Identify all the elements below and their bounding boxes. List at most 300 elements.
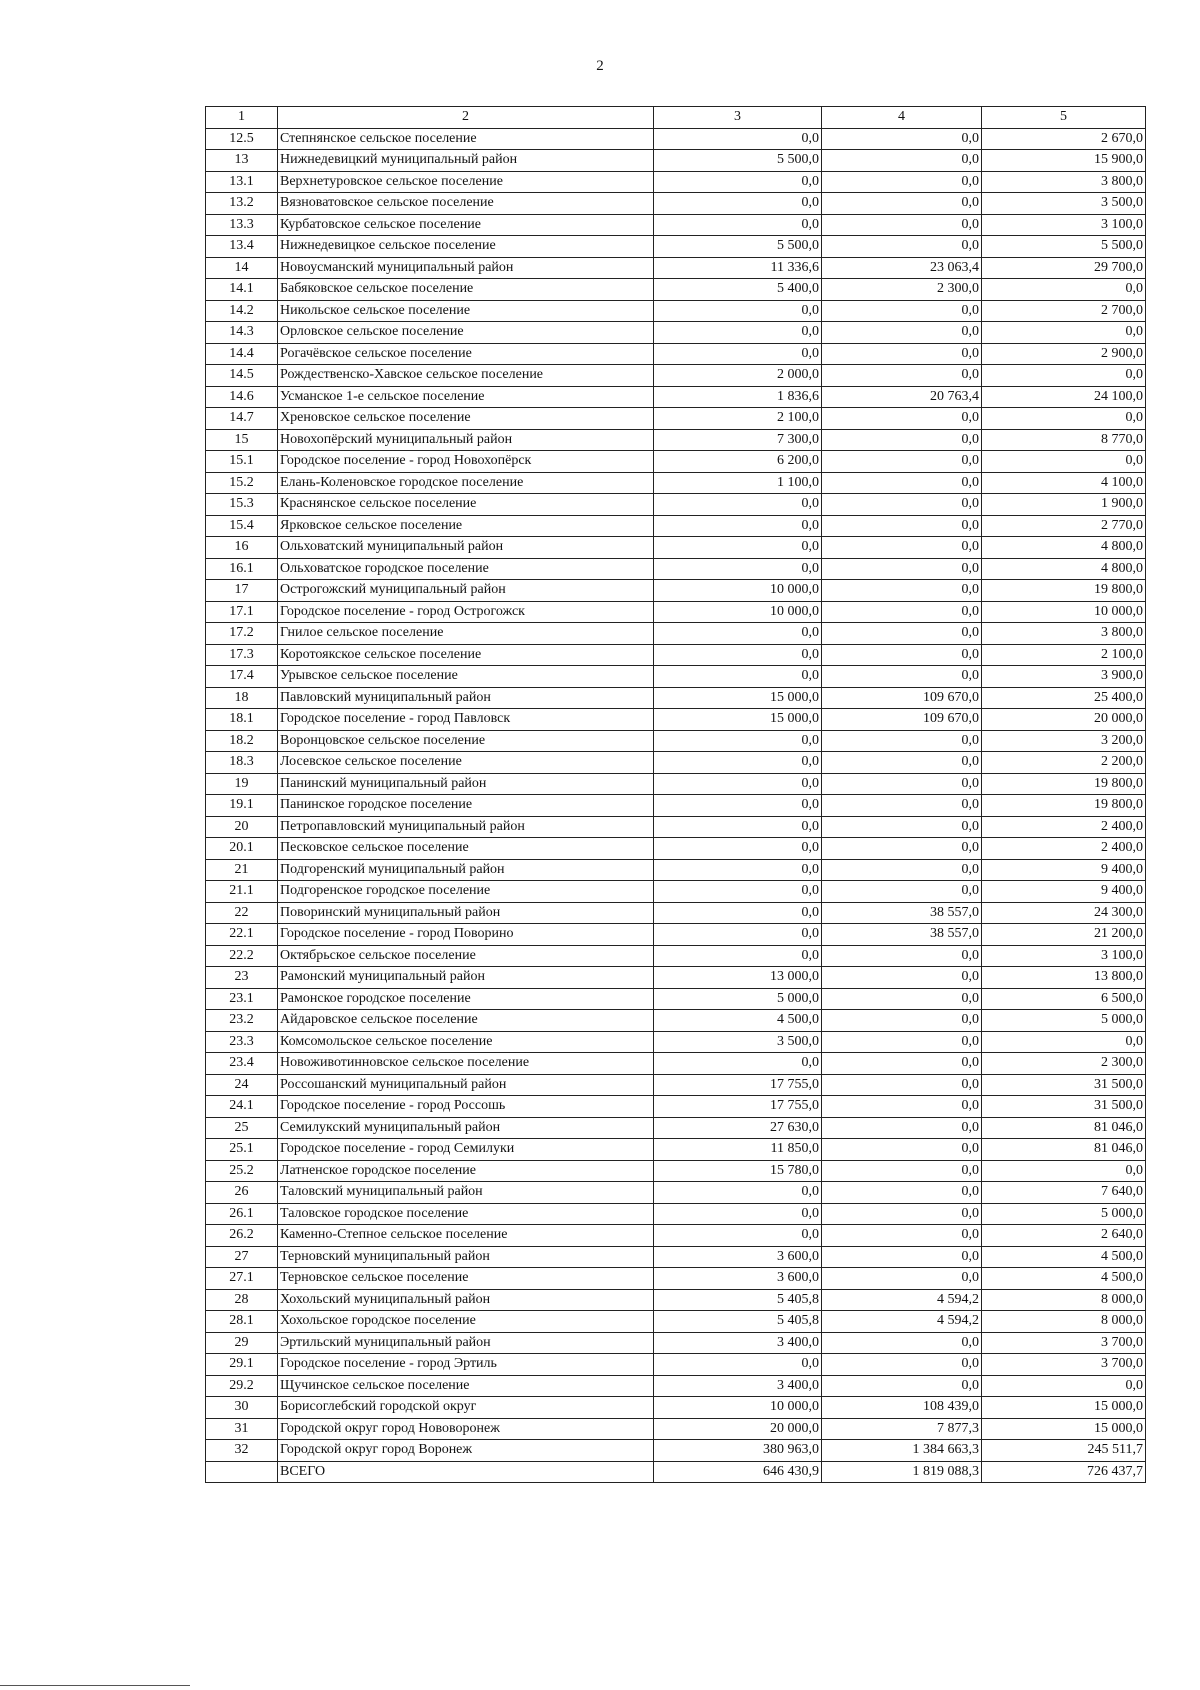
row-value-col5: 8 000,0 (982, 1289, 1146, 1311)
table-row (206, 1117, 1146, 1139)
row-number: 27.1 (206, 1268, 278, 1290)
table-row (206, 279, 1146, 301)
row-number: 19 (206, 773, 278, 795)
row-value-col3: 0,0 (654, 1225, 822, 1247)
row-value-col3: 0,0 (654, 128, 822, 150)
table-row (206, 859, 1146, 881)
row-name: Рамонский муниципальный район (278, 967, 654, 989)
row-value-col5: 2 640,0 (982, 1225, 1146, 1247)
row-number: 26.2 (206, 1225, 278, 1247)
row-value-col3: 0,0 (654, 816, 822, 838)
row-value-col3: 5 000,0 (654, 988, 822, 1010)
row-value-col5: 2 200,0 (982, 752, 1146, 774)
row-name: Новохопёрский муниципальный район (278, 429, 654, 451)
row-value-col4: 0,0 (822, 1246, 982, 1268)
table-row (206, 451, 1146, 473)
header-row (206, 107, 1146, 129)
table-row (206, 924, 1146, 946)
table-row (206, 558, 1146, 580)
table-row (206, 1418, 1146, 1440)
row-value-col3: 3 600,0 (654, 1246, 822, 1268)
row-value-col3: 5 405,8 (654, 1289, 822, 1311)
row-value-col5: 7 640,0 (982, 1182, 1146, 1204)
row-number: 24.1 (206, 1096, 278, 1118)
row-value-col5: 10 000,0 (982, 601, 1146, 623)
table-row (206, 1311, 1146, 1333)
row-value-col3: 2 100,0 (654, 408, 822, 430)
row-value-col5: 3 700,0 (982, 1332, 1146, 1354)
row-value-col4: 4 594,2 (822, 1311, 982, 1333)
row-name: Семилукский муниципальный район (278, 1117, 654, 1139)
row-name: Ярковское сельское поселение (278, 515, 654, 537)
row-value-col3: 0,0 (654, 1354, 822, 1376)
row-value-col4: 0,0 (822, 988, 982, 1010)
row-number: 23.2 (206, 1010, 278, 1032)
row-value-col3: 0,0 (654, 666, 822, 688)
row-number: 17.1 (206, 601, 278, 623)
row-value-col3: 20 000,0 (654, 1418, 822, 1440)
row-value-col4: 0,0 (822, 365, 982, 387)
row-name: Краснянское сельское поселение (278, 494, 654, 516)
row-value-col3: 10 000,0 (654, 1397, 822, 1419)
row-value-col5: 4 100,0 (982, 472, 1146, 494)
row-name: Городское поселение - город Семилуки (278, 1139, 654, 1161)
row-name: Павловский муниципальный район (278, 687, 654, 709)
row-number: 25.1 (206, 1139, 278, 1161)
row-name: Городское поселение - город Новохопёрск (278, 451, 654, 473)
row-value-col5: 20 000,0 (982, 709, 1146, 731)
table-row (206, 1053, 1146, 1075)
row-value-col4: 0,0 (822, 558, 982, 580)
row-value-col5: 726 437,7 (982, 1461, 1146, 1483)
row-number: 16 (206, 537, 278, 559)
row-number: 20 (206, 816, 278, 838)
row-number: 25.2 (206, 1160, 278, 1182)
table-row (206, 644, 1146, 666)
row-value-col5: 5 500,0 (982, 236, 1146, 258)
table-row (206, 214, 1146, 236)
table-row (206, 494, 1146, 516)
row-name: Коротоякское сельское поселение (278, 644, 654, 666)
table-row (206, 623, 1146, 645)
row-value-col5: 0,0 (982, 365, 1146, 387)
row-value-col3: 2 000,0 (654, 365, 822, 387)
row-value-col4: 20 763,4 (822, 386, 982, 408)
row-number: 15.4 (206, 515, 278, 537)
row-value-col5: 1 900,0 (982, 494, 1146, 516)
row-number: 19.1 (206, 795, 278, 817)
table-row (206, 193, 1146, 215)
row-name: Городское поселение - город Поворино (278, 924, 654, 946)
row-name: Хохольское городское поселение (278, 1311, 654, 1333)
row-value-col3: 0,0 (654, 924, 822, 946)
row-value-col3: 0,0 (654, 515, 822, 537)
row-value-col3: 3 500,0 (654, 1031, 822, 1053)
row-name: Вязноватовское сельское поселение (278, 193, 654, 215)
row-value-col4: 0,0 (822, 1203, 982, 1225)
row-name: Бабяковское сельское поселение (278, 279, 654, 301)
row-value-col3: 0,0 (654, 494, 822, 516)
row-value-col5: 3 100,0 (982, 214, 1146, 236)
row-value-col5: 3 800,0 (982, 623, 1146, 645)
row-value-col3: 0,0 (654, 171, 822, 193)
table-row (206, 816, 1146, 838)
row-number: 23.3 (206, 1031, 278, 1053)
table-body (206, 107, 1146, 1483)
row-value-col4: 0,0 (822, 429, 982, 451)
row-value-col3: 5 500,0 (654, 236, 822, 258)
row-value-col4: 0,0 (822, 236, 982, 258)
row-value-col5: 3 800,0 (982, 171, 1146, 193)
row-value-col4: 0,0 (822, 1268, 982, 1290)
table-row (206, 1160, 1146, 1182)
table-row (206, 795, 1146, 817)
row-value-col4: 23 063,4 (822, 257, 982, 279)
row-value-col5: 25 400,0 (982, 687, 1146, 709)
row-value-col5: 24 100,0 (982, 386, 1146, 408)
row-value-col3: 17 755,0 (654, 1096, 822, 1118)
row-value-col4: 0,0 (822, 515, 982, 537)
row-value-col5: 9 400,0 (982, 859, 1146, 881)
row-number: 14.2 (206, 300, 278, 322)
row-value-col3: 0,0 (654, 644, 822, 666)
row-value-col4: 0,0 (822, 300, 982, 322)
row-value-col3: 27 630,0 (654, 1117, 822, 1139)
row-number: 17 (206, 580, 278, 602)
row-value-col4: 0,0 (822, 623, 982, 645)
table-row (206, 1397, 1146, 1419)
row-number: 14.5 (206, 365, 278, 387)
row-value-col4: 0,0 (822, 193, 982, 215)
table-row (206, 343, 1146, 365)
row-value-col5: 0,0 (982, 322, 1146, 344)
row-value-col4: 0,0 (822, 644, 982, 666)
row-number: 24 (206, 1074, 278, 1096)
row-value-col5: 5 000,0 (982, 1010, 1146, 1032)
row-value-col5: 19 800,0 (982, 795, 1146, 817)
table-row (206, 408, 1146, 430)
row-value-col3: 0,0 (654, 795, 822, 817)
row-name: Терновское сельское поселение (278, 1268, 654, 1290)
table-row (206, 300, 1146, 322)
row-value-col3: 0,0 (654, 1053, 822, 1075)
row-number: 13 (206, 150, 278, 172)
row-value-col3: 0,0 (654, 752, 822, 774)
row-value-col4: 0,0 (822, 1117, 982, 1139)
row-value-col5: 2 400,0 (982, 816, 1146, 838)
row-value-col4: 0,0 (822, 730, 982, 752)
row-name: Городской округ город Нововоронеж (278, 1418, 654, 1440)
row-value-col3: 0,0 (654, 537, 822, 559)
row-value-col4: 0,0 (822, 150, 982, 172)
row-value-col4: 0,0 (822, 967, 982, 989)
column-header: 5 (982, 107, 1146, 129)
row-value-col5: 3 200,0 (982, 730, 1146, 752)
table-row (206, 838, 1146, 860)
row-name: Острогожский муниципальный район (278, 580, 654, 602)
row-name: Петропавловский муниципальный район (278, 816, 654, 838)
row-value-col5: 4 800,0 (982, 558, 1146, 580)
table-row (206, 1182, 1146, 1204)
row-value-col5: 0,0 (982, 279, 1146, 301)
row-value-col3: 0,0 (654, 881, 822, 903)
row-value-col5: 0,0 (982, 451, 1146, 473)
table-row (206, 601, 1146, 623)
row-name: Городское поселение - город Россошь (278, 1096, 654, 1118)
row-number: 14.6 (206, 386, 278, 408)
row-name: Хреновское сельское поселение (278, 408, 654, 430)
table-row (206, 515, 1146, 537)
row-value-col3: 0,0 (654, 730, 822, 752)
row-name: Айдаровское сельское поселение (278, 1010, 654, 1032)
row-value-col3: 15 780,0 (654, 1160, 822, 1182)
table-row (206, 730, 1146, 752)
row-number: 29.1 (206, 1354, 278, 1376)
table-row (206, 666, 1146, 688)
row-value-col3: 3 400,0 (654, 1332, 822, 1354)
row-name: Борисоглебский городской округ (278, 1397, 654, 1419)
table-row (206, 752, 1146, 774)
row-number: 15 (206, 429, 278, 451)
row-value-col4: 0,0 (822, 859, 982, 881)
row-value-col4: 0,0 (822, 1160, 982, 1182)
row-number: 18.1 (206, 709, 278, 731)
footer-rule (0, 1685, 190, 1686)
row-number: 15.1 (206, 451, 278, 473)
row-number: 17.4 (206, 666, 278, 688)
row-value-col3: 13 000,0 (654, 967, 822, 989)
column-header: 1 (206, 107, 278, 129)
table-row (206, 128, 1146, 150)
row-value-col5: 4 500,0 (982, 1246, 1146, 1268)
row-name: Усманское 1-е сельское поселение (278, 386, 654, 408)
table-row (206, 1139, 1146, 1161)
row-name: Комсомольское сельское поселение (278, 1031, 654, 1053)
row-value-col4: 0,0 (822, 494, 982, 516)
table-row (206, 967, 1146, 989)
row-number: 15.2 (206, 472, 278, 494)
table-row (206, 365, 1146, 387)
row-number: 14.1 (206, 279, 278, 301)
column-header: 2 (278, 107, 654, 129)
row-name: Курбатовское сельское поселение (278, 214, 654, 236)
table-row (206, 429, 1146, 451)
row-value-col3: 0,0 (654, 214, 822, 236)
row-name: Городское поселение - город Павловск (278, 709, 654, 731)
row-value-col4: 0,0 (822, 1182, 982, 1204)
row-value-col3: 3 400,0 (654, 1375, 822, 1397)
table-row (206, 709, 1146, 731)
row-number: 30 (206, 1397, 278, 1419)
row-number: 14.4 (206, 343, 278, 365)
row-number: 15.3 (206, 494, 278, 516)
row-number: 22.1 (206, 924, 278, 946)
row-value-col5: 5 000,0 (982, 1203, 1146, 1225)
row-value-col4: 0,0 (822, 322, 982, 344)
row-value-col3: 3 600,0 (654, 1268, 822, 1290)
row-value-col5: 8 000,0 (982, 1311, 1146, 1333)
table-row (206, 1332, 1146, 1354)
row-value-col5: 81 046,0 (982, 1117, 1146, 1139)
row-value-col4: 0,0 (822, 580, 982, 602)
table-row (206, 472, 1146, 494)
row-name: Поворинский муниципальный район (278, 902, 654, 924)
row-value-col4: 0,0 (822, 472, 982, 494)
table-row (206, 150, 1146, 172)
row-number: 29.2 (206, 1375, 278, 1397)
row-value-col5: 13 800,0 (982, 967, 1146, 989)
row-value-col4: 0,0 (822, 171, 982, 193)
row-name: Новоживотинновское сельское поселение (278, 1053, 654, 1075)
row-name: Латненское городское поселение (278, 1160, 654, 1182)
row-name: Урывское сельское поселение (278, 666, 654, 688)
row-name: Ольховатский муниципальный район (278, 537, 654, 559)
row-value-col3: 1 100,0 (654, 472, 822, 494)
row-name: Степнянское сельское поселение (278, 128, 654, 150)
table-row (206, 236, 1146, 258)
row-name: Лосевское сельское поселение (278, 752, 654, 774)
row-value-col4: 0,0 (822, 451, 982, 473)
row-number: 13.1 (206, 171, 278, 193)
row-number: 17.2 (206, 623, 278, 645)
row-value-col4: 1 384 663,3 (822, 1440, 982, 1462)
row-value-col3: 7 300,0 (654, 429, 822, 451)
row-value-col4: 0,0 (822, 752, 982, 774)
row-value-col4: 0,0 (822, 343, 982, 365)
row-value-col4: 0,0 (822, 1074, 982, 1096)
row-number: 18 (206, 687, 278, 709)
row-number: 22.2 (206, 945, 278, 967)
row-value-col3: 10 000,0 (654, 601, 822, 623)
row-value-col3: 1 836,6 (654, 386, 822, 408)
row-value-col4: 0,0 (822, 666, 982, 688)
row-name: Таловский муниципальный район (278, 1182, 654, 1204)
row-number: 16.1 (206, 558, 278, 580)
row-value-col3: 380 963,0 (654, 1440, 822, 1462)
row-number: 27 (206, 1246, 278, 1268)
row-name: Городской округ город Воронеж (278, 1440, 654, 1462)
row-name: Рогачёвское сельское поселение (278, 343, 654, 365)
row-number: 22 (206, 902, 278, 924)
row-value-col3: 0,0 (654, 859, 822, 881)
table-row (206, 881, 1146, 903)
row-number: 23 (206, 967, 278, 989)
row-value-col3: 0,0 (654, 902, 822, 924)
row-value-col3: 0,0 (654, 343, 822, 365)
row-value-col4: 0,0 (822, 1031, 982, 1053)
row-value-col5: 0,0 (982, 408, 1146, 430)
row-value-col5: 4 800,0 (982, 537, 1146, 559)
row-value-col3: 0,0 (654, 773, 822, 795)
column-header: 4 (822, 107, 982, 129)
row-value-col4: 1 819 088,3 (822, 1461, 982, 1483)
row-name: Таловское городское поселение (278, 1203, 654, 1225)
row-name: Городское поселение - город Острогожск (278, 601, 654, 623)
row-name: Песковское сельское поселение (278, 838, 654, 860)
row-name: Рождественско-Хавское сельское поселение (278, 365, 654, 387)
row-value-col4: 0,0 (822, 1096, 982, 1118)
row-value-col5: 31 500,0 (982, 1074, 1146, 1096)
row-value-col5: 8 770,0 (982, 429, 1146, 451)
table-row (206, 1031, 1146, 1053)
row-value-col3: 11 336,6 (654, 257, 822, 279)
row-number (206, 1461, 278, 1483)
row-name: Панинский муниципальный район (278, 773, 654, 795)
row-value-col5: 2 900,0 (982, 343, 1146, 365)
row-name: Рамонское городское поселение (278, 988, 654, 1010)
row-number: 26.1 (206, 1203, 278, 1225)
row-value-col5: 9 400,0 (982, 881, 1146, 903)
row-name: ВСЕГО (278, 1461, 654, 1483)
row-name: Эртильский муниципальный район (278, 1332, 654, 1354)
table-row (206, 580, 1146, 602)
table-row (206, 1375, 1146, 1397)
row-value-col4: 2 300,0 (822, 279, 982, 301)
row-name: Щучинское сельское поселение (278, 1375, 654, 1397)
table-row (206, 1096, 1146, 1118)
row-value-col3: 0,0 (654, 1203, 822, 1225)
row-value-col4: 0,0 (822, 1354, 982, 1376)
row-name: Нижнедевицкий муниципальный район (278, 150, 654, 172)
row-value-col4: 0,0 (822, 795, 982, 817)
row-number: 32 (206, 1440, 278, 1462)
table-row (206, 902, 1146, 924)
row-value-col3: 17 755,0 (654, 1074, 822, 1096)
row-value-col5: 0,0 (982, 1031, 1146, 1053)
row-value-col5: 2 770,0 (982, 515, 1146, 537)
row-value-col3: 11 850,0 (654, 1139, 822, 1161)
row-value-col5: 21 200,0 (982, 924, 1146, 946)
table-row (206, 1440, 1146, 1462)
table-row (206, 1074, 1146, 1096)
row-number: 21.1 (206, 881, 278, 903)
page-number: 2 (596, 58, 604, 74)
row-name: Никольское сельское поселение (278, 300, 654, 322)
row-value-col5: 3 700,0 (982, 1354, 1146, 1376)
table-row (206, 386, 1146, 408)
table-row (206, 537, 1146, 559)
row-number: 25 (206, 1117, 278, 1139)
row-number: 28 (206, 1289, 278, 1311)
row-value-col4: 0,0 (822, 1332, 982, 1354)
table-row (206, 988, 1146, 1010)
table-row (206, 1203, 1146, 1225)
row-value-col4: 0,0 (822, 537, 982, 559)
row-value-col5: 15 000,0 (982, 1397, 1146, 1419)
row-value-col5: 24 300,0 (982, 902, 1146, 924)
row-name: Хохольский муниципальный район (278, 1289, 654, 1311)
row-value-col4: 0,0 (822, 773, 982, 795)
row-name: Панинское городское поселение (278, 795, 654, 817)
table-row (206, 945, 1146, 967)
row-name: Подгоренский муниципальный район (278, 859, 654, 881)
table-row (206, 1246, 1146, 1268)
row-number: 26 (206, 1182, 278, 1204)
row-value-col4: 7 877,3 (822, 1418, 982, 1440)
row-value-col5: 0,0 (982, 1375, 1146, 1397)
row-value-col5: 245 511,7 (982, 1440, 1146, 1462)
row-value-col5: 2 300,0 (982, 1053, 1146, 1075)
row-value-col5: 31 500,0 (982, 1096, 1146, 1118)
row-number: 23.1 (206, 988, 278, 1010)
row-value-col4: 0,0 (822, 408, 982, 430)
table-row (206, 1461, 1146, 1483)
row-value-col4: 109 670,0 (822, 709, 982, 731)
row-number: 28.1 (206, 1311, 278, 1333)
row-name: Верхнетуровское сельское поселение (278, 171, 654, 193)
row-value-col5: 3 900,0 (982, 666, 1146, 688)
row-value-col5: 2 100,0 (982, 644, 1146, 666)
